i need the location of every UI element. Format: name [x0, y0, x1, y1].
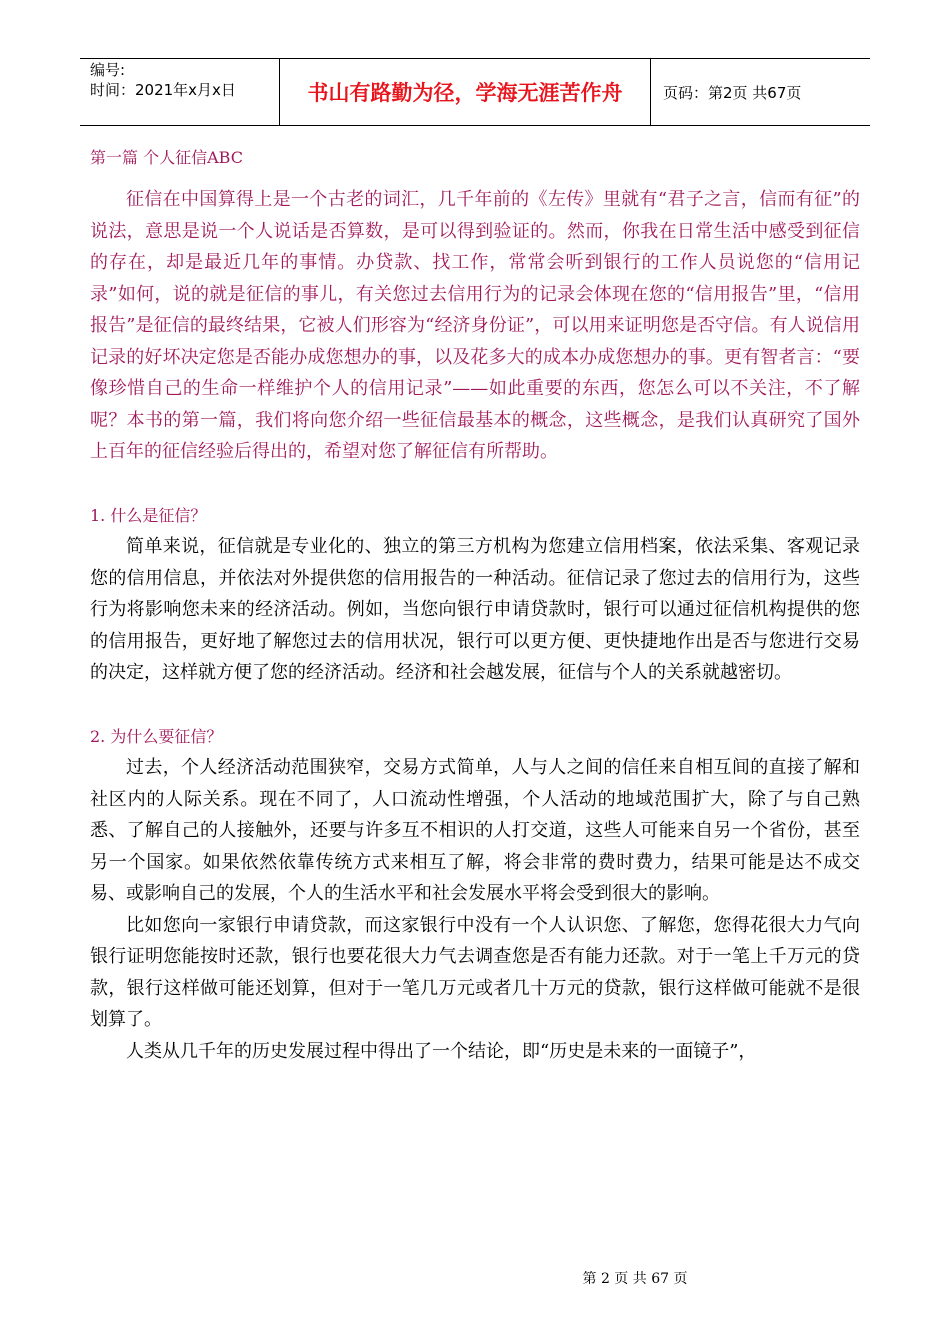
section-2-paragraph-1: 过去，个人经济活动范围狭窄，交易方式简单，人与人之间的信任来自相互间的直接了解和社区内的人际关系。现在不同了，人口流动性增强，个人活动的地域范围扩大，除了与自己熟悉、了解自己的人接触外，还要与许多互不相识的人打交道，这些人可能来自另一个省份，甚至另一个国家。如果依然依靠传统方式来相互了解，将会非常的费时费力，结果可能是达不成交易、或影响自己的发展，个人的生活水平和社会发展水平将会受到很大的影响。: [90, 757, 860, 904]
intro-paragraph: 征信在中国算得上是一个古老的词汇，几千年前的《左传》里就有“君子之言，信而有征”的说法，意思是说一个人说话是否算数，是可以得到验证的。然而，你我在日常生活中感受到征信的存在，却是最近几年的事情。办贷款、找工作，常常会听到银行的工作人员说您的“信用记录”如何，说的就是征信的事儿，有关您过去信用行为的记录会体现在您的“信用报告”里，“信用报告”是征信的最终结果，它被人们形容为“经济身份证”，可以用来证明您是否守信。有人说信用记录的好坏决定您是否能办成您想办的事，以及花多大的成本办成您想办的事。更有智者言：“要像珍惜自己的生命一样维护个人的信用记录”——如此重要的东西，您怎么可以不关注，不了解呢？本书的第一篇，我们将向您介绍一些征信最基本的概念，这些概念，是我们认真研究了国外上百年的征信经验后得出的，希望对您了解征信有所帮助。: [90, 189, 860, 462]
header-motto: 书山有路勤为径，学海无涯苦作舟: [280, 59, 651, 125]
section-2-paragraph-2: 比如您向一家银行申请贷款，而这家银行中没有一个人认识您、了解您，您得花很大力气向银行证明您能按时还款，银行也要花很大力气去调查您是否有能力还款。对于一笔上千万元的贷款，银行这样做可能还划算，但对于一笔几万元或者几十万元的贷款，银行这样做可能就不是很划算了。: [90, 914, 860, 1030]
document-time-label: 时间：2021年x月x日: [90, 81, 236, 99]
section-1-paragraph: 简单来说，征信就是专业化的、独立的第三方机构为您建立信用档案，依法采集、客观记录您的信用信息，并依法对外提供您的信用报告的一种活动。征信记录了您过去的信用行为，这些行为将影响您未来的经济活动。例如，当您向银行申请贷款时，银行可以通过征信机构提供的您的信用报告，更好地了解您过去的信用状况，银行可以更方便、更快捷地作出是否与您进行交易的决定，这样就方便了您的经济活动。经济和社会越发展，征信与个人的关系就越密切。: [90, 536, 860, 683]
chapter-title: 第一篇 个人征信ABC: [90, 148, 243, 167]
document-body: [90, 140, 860, 1067]
spacer: [90, 468, 860, 500]
section-2-paragraph-3: 人类从几千年的历史发展过程中得出了一个结论，即“历史是未来的一面镜子”，: [126, 1040, 757, 1062]
document-number-label: 编号:: [90, 61, 126, 79]
spacer: [90, 689, 860, 721]
section-1-title: 1. 什么是征信？: [90, 505, 207, 525]
header-meta: [80, 59, 280, 125]
page-footer: 第 2 页 共 67 页: [582, 1271, 688, 1287]
page-header: [80, 58, 870, 126]
section-2-title: 2. 为什么要征信？: [90, 726, 223, 746]
header-page-label: 页码：第2页 共67页: [663, 83, 802, 102]
